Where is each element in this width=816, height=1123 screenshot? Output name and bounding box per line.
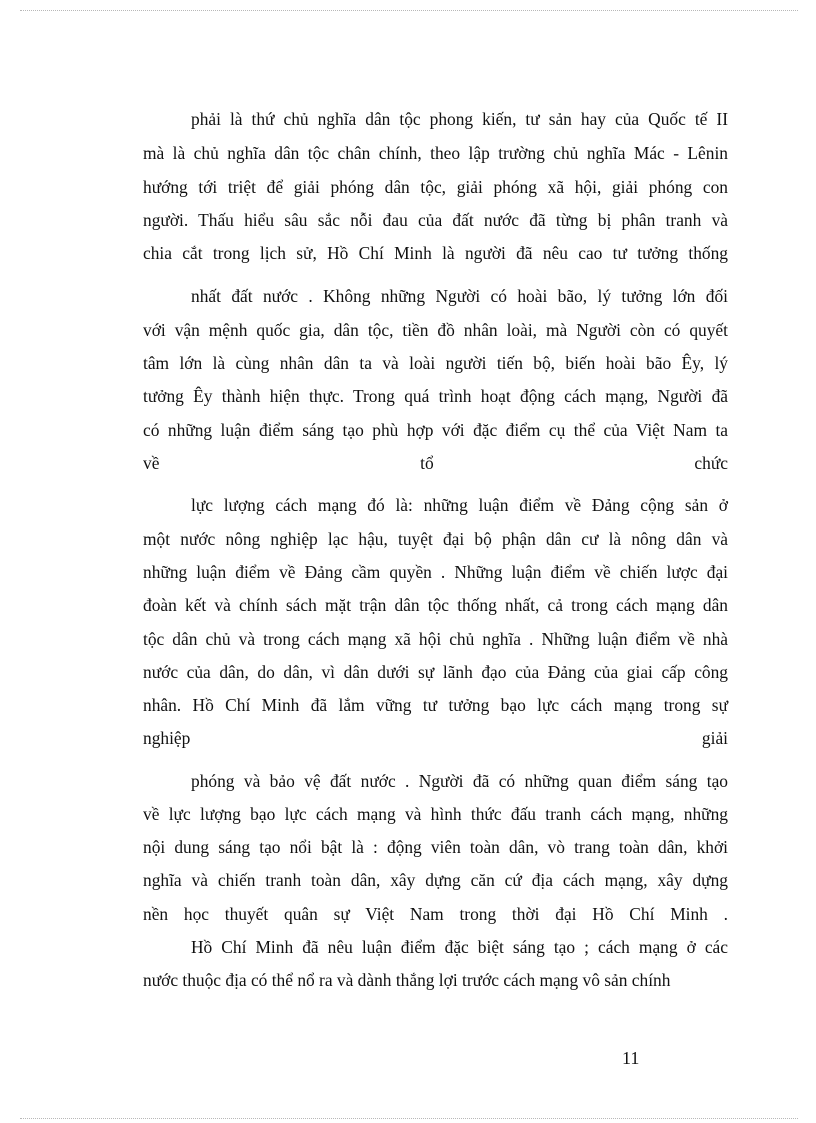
text-line: về lực lượng bạo lực cách mạng và hình thức đấu tranh cách mạng, những	[143, 804, 728, 824]
text-line: một nước nông nghiệp lạc hậu, tuyệt đại bộ phận dân cư là nông dân và	[143, 529, 728, 549]
text-line: những luận điểm về Đảng cầm quyền . Những luận điểm về chiến lược đại	[143, 562, 728, 582]
text-line: tâm lớn là cùng nhân dân ta và loài người tiến bộ, biến hoài bão Êy, lý	[143, 353, 728, 373]
text-line: nghiệp giải	[143, 728, 728, 748]
bottom-page-rule	[20, 1118, 798, 1119]
text-line: Hồ Chí Minh đã nêu luận điểm đặc biệt sáng tạo ; cách mạng ở các	[191, 937, 728, 957]
text-line: phóng và bảo vệ đất nước . Người đã có những quan điểm sáng tạo	[191, 771, 728, 791]
text-line: tộc dân chủ và trong cách mạng xã hội chủ nghĩa . Những luận điểm về nhà	[143, 629, 728, 649]
page-number: 11	[622, 1048, 640, 1068]
text-line: nhân. Hồ Chí Minh đã lắm vững tư tưởng bạo lực cách mạng trong sự	[143, 695, 728, 715]
text-line: hướng tới triệt để giải phóng dân tộc, giải phóng xã hội, giải phóng con	[143, 177, 728, 197]
text-line: nước thuộc địa có thể nổ ra và dành thắng lợi trước cách mạng vô sản chính	[143, 970, 671, 990]
text-line: nước của dân, do dân, vì dân dưới sự lãnh đạo của Đảng của giai cấp công	[143, 662, 728, 682]
text-line: nội dung sáng tạo nổi bật là : động viên toàn dân, vò trang toàn dân, khởi	[143, 837, 728, 857]
text-line: phải là thứ chủ nghĩa dân tộc phong kiến, tư sản hay của Quốc tế II	[191, 109, 728, 129]
text-line: nhất đất nước . Không những Người có hoài bão, lý tưởng lớn đối	[191, 286, 728, 306]
text-line: lực lượng cách mạng đó là: những luận điểm về Đảng cộng sản ở	[191, 495, 728, 515]
text-line: có những luận điểm sáng tạo phù hợp với đặc điểm cụ thể của Việt Nam ta	[143, 420, 728, 440]
text-line: đoàn kết và chính sách mặt trận dân tộc thống nhất, cả trong cách mạng dân	[143, 595, 728, 615]
text-line: nền học thuyết quân sự Việt Nam trong thời đại Hồ Chí Minh .	[143, 904, 728, 924]
text-line: với vận mệnh quốc gia, dân tộc, tiền đồ nhân loài, mà Người còn có quyết	[143, 320, 728, 340]
text-line: nghĩa và chiến tranh toàn dân, xây dựng căn cứ địa cách mạng, xây dựng	[143, 870, 728, 890]
text-line: người. Thấu hiểu sâu sắc nỗi đau của đất nước đã từng bị phân tranh và	[143, 210, 728, 230]
text-line: mà là chủ nghĩa dân tộc chân chính, theo lập trường chủ nghĩa Mác - Lênin	[143, 143, 728, 163]
text-line: chia cắt trong lịch sử, Hồ Chí Minh là người đã nêu cao tư tưởng thống	[143, 243, 728, 263]
text-line: về tổ chức	[143, 453, 728, 473]
text-line: tưởng Êy thành hiện thực. Trong quá trình hoạt động cách mạng, Người đã	[143, 386, 728, 406]
